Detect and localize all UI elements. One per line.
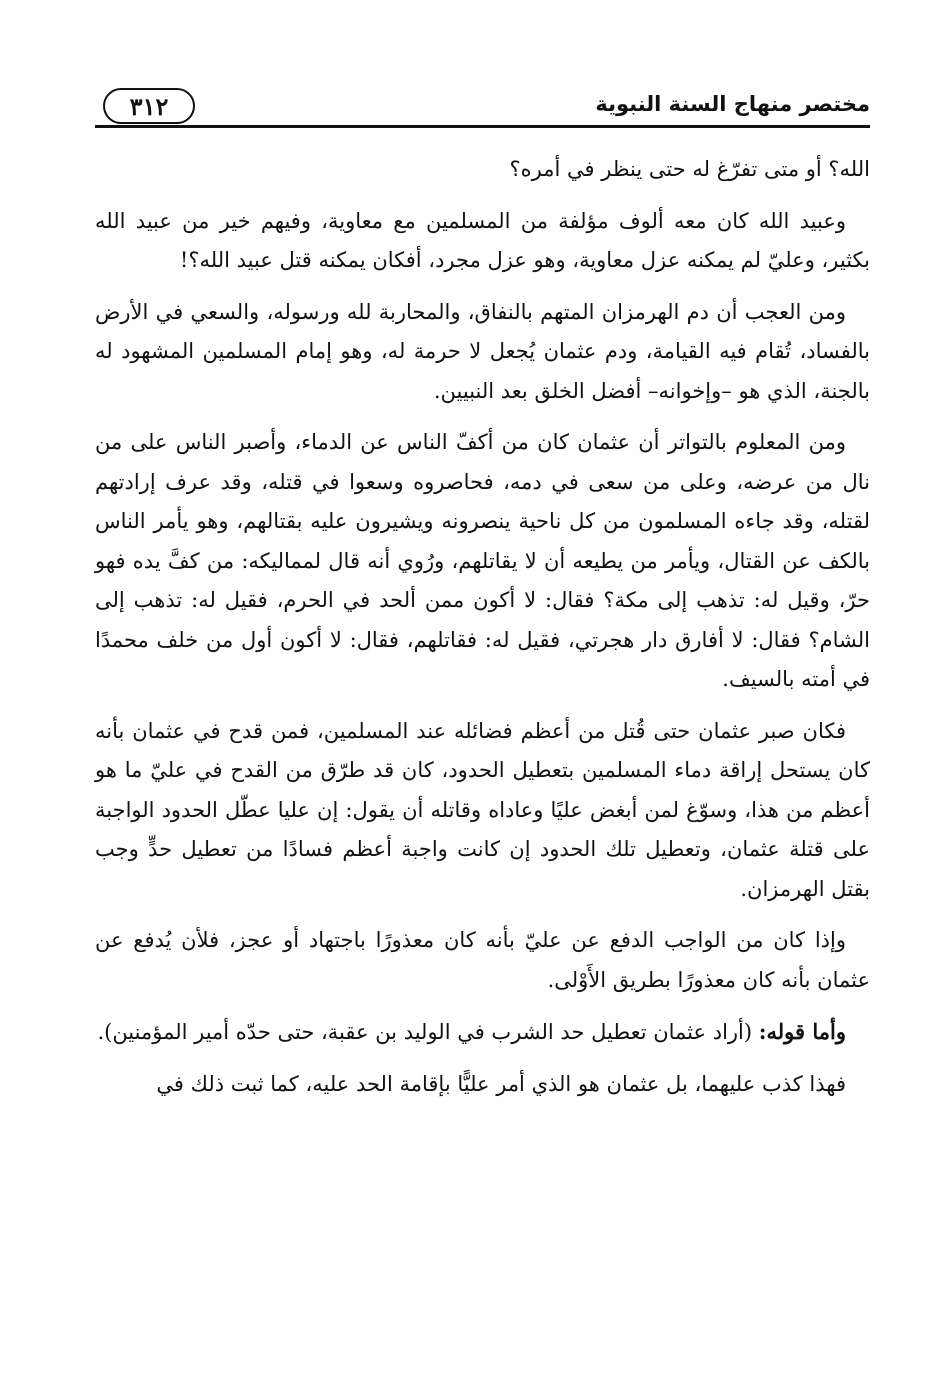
paragraph-lead: وأما قوله: [758, 1019, 846, 1044]
header-divider [95, 125, 870, 128]
paragraph: فكان صبر عثمان حتى قُتل من أعظم فضائله عند المسلمين، فمن قدح في عثمان بأنه كان يستحل إراقة دماء المسلمين بتعطيل الحدود، كان قد طرّق من القدح في عليّ ما هو أعظم من هذا، وسوّغ لمن أبغض عليًا وعاداه وقاتله أن يقول: إن عليا عطّل الحدود الواجبة على قتلة عثمان، وتعطيل تلك الحدود إن كانت واجبة أعظم فسادًا من تعطيل حدٍّ وجب بقتل الهرمزان. [95, 718, 870, 901]
page-header [95, 84, 870, 132]
paragraph: فهذا كذب عليهما، بل عثمان هو الذي أمر عليًّا بإقامة الحد عليه، كما ثبت ذلك في [156, 1071, 846, 1096]
paragraph: ومن العجب أن دم الهرمزان المتهم بالنفاق، والمحاربة لله ورسوله، والسعي في الأرض بالفساد، تُقام فيه القيامة، ودم عثمان يُجعل لا حرمة له، وهو إمام المسلمين المشهود له بالجنة، الذي هو –وإخوانه– أفضل الخلق بعد النبيين. [95, 299, 870, 403]
paragraph: وعبيد الله كان معه ألوف مؤلفة من المسلمين مع معاوية، وفيهم خير من عبيد الله بكثير، وعليّ لم يمكنه عزل معاوية، وهو عزل مجرد، أفكان يمكنه قتل عبيد الله؟! [95, 208, 870, 272]
body-text [95, 150, 870, 1116]
paragraph [95, 1012, 870, 1053]
page-number-badge [103, 88, 195, 124]
paragraph: الله؟ أو متى تفرّغ له حتى ينظر في أمره؟ [509, 157, 870, 181]
page-number: ٣١٢ [129, 91, 169, 121]
paragraph: ومن المعلوم بالتواتر أن عثمان كان من أكفّ الناس عن الدماء، وأصبر الناس على من نال من عرضه، وعلى من سعى في دمه، فحاصروه وسعوا في قتله، وقد عرف إرادتهم لقتله، وقد جاءه المسلمون من كل ناحية ينصرونه ويشيرون عليه بقتالهم، وهو يأمر الناس بالكف عن القتال، ويأمر من يطيعه أن لا يقاتلهم، ورُوي أنه قال لمماليكه: من كفَّ يده فهو حرّ، وقيل له: تذهب إلى مكة؟ فقال: لا أكون ممن ألحد في الحرم، فقيل له: تذهب إلى الشام؟ فقال: لا أفارق دار هجرتي، فقيل له: فقاتلهم، فقال: لا أكون أول من خلف محمدًا في أمته بالسيف. [95, 430, 870, 691]
paragraph: وإذا كان من الواجب الدفع عن عليّ بأنه كان معذورًا باجتهاد أو عجز، فلأن يُدفع عن عثمان بأنه كان معذورًا بطريق الأَوْلى. [95, 928, 870, 992]
book-title: مختصر منهاج السنة النبوية [595, 92, 870, 116]
paragraph-quote: (أراد عثمان تعطيل حد الشرب في الوليد بن عقبة، حتى حدّه أمير المؤمنين). [97, 1020, 759, 1044]
